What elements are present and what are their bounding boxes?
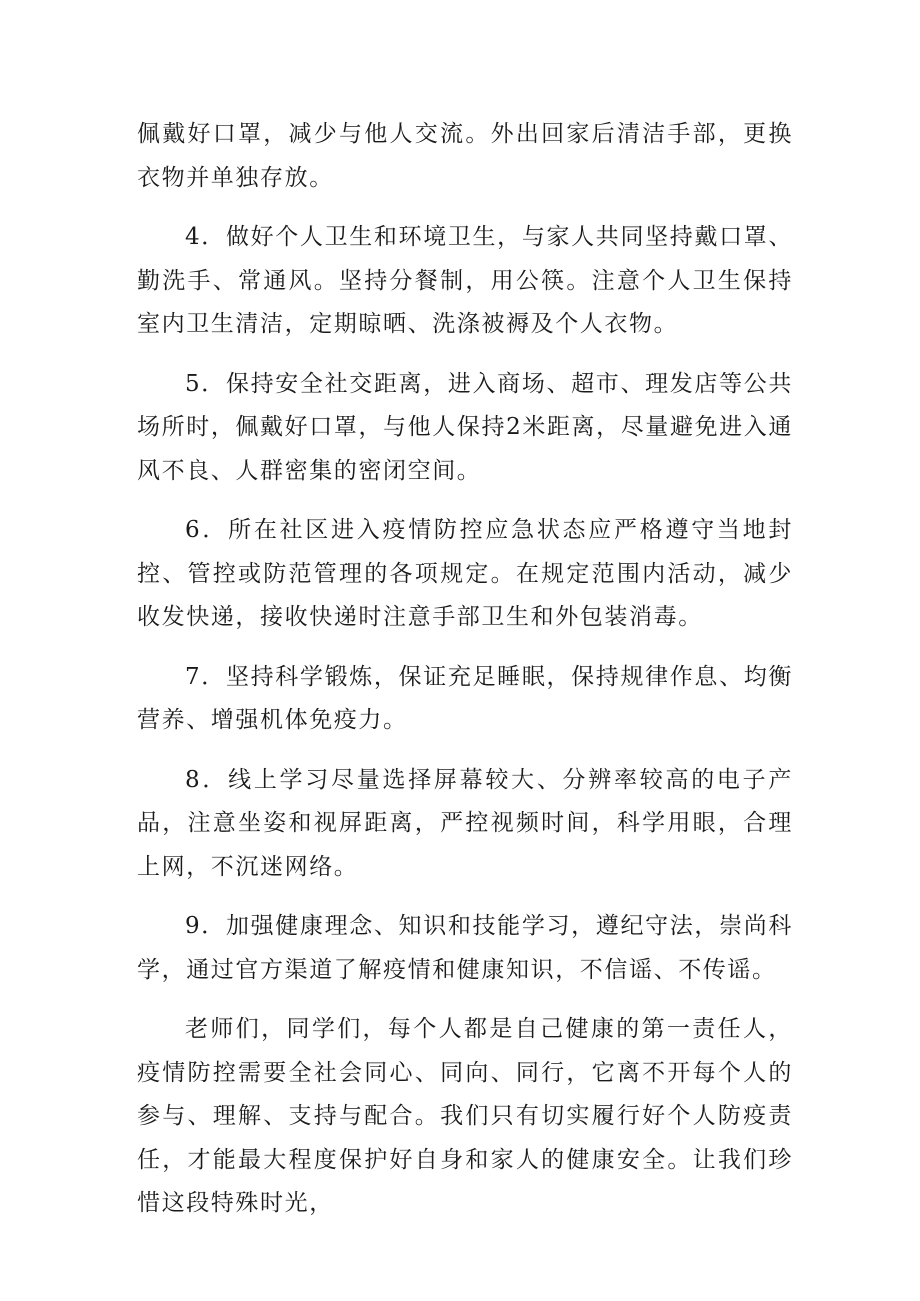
paragraph-continued: 佩戴好口罩，减少与他人交流。外出回家后清洁手部，更换衣物并单独存放。 <box>137 121 793 191</box>
paragraph-item-8: 8．线上学习尽量选择屏幕较大、分辨率较高的电子产品，注意坐姿和视屏距离，严控视频时间，科学用眼，合理上网，不沉迷网络。 <box>137 766 793 880</box>
paragraph-item-6: 6．所在社区进入疫情防控应急状态应严格遵守当地封控、管控或防范管理的各项规定。在规定范围内活动，减少收发快递，接收快递时注意手部卫生和外包装消毒。 <box>137 517 793 630</box>
paragraph-item-5: 5．保持安全社交距离，进入商场、超市、理发店等公共场所时，佩戴好口罩，与他人保持2米距离，尽量避免进入通风不良、人群密集的密闭空间。 <box>137 370 793 484</box>
paragraph-item-4: 4．做好个人卫生和环境卫生，与家人共同坚持戴口罩、勤洗手、常通风。坚持分餐制，用公筷。注意个人卫生保持室内卫生清洁，定期晾晒、洗涤被褥及个人衣物。 <box>137 224 793 337</box>
paragraph-closing: 老师们，同学们，每个人都是自己健康的第一责任人，疫情防控需要全社会同心、同向、同行，它离不开每个人的参与、理解、支持与配合。我们只有切实履行好个人防疫责任，才能最大程度保护好自身和家人的健康安全。让我们珍惜这段特殊时光， <box>137 1016 793 1216</box>
paragraph-item-9: 9．加强健康理念、知识和技能学习，遵纪守法，崇尚科学，通过官方渠道了解疫情和健康知识，不信谣、不传谣。 <box>137 913 793 983</box>
paragraph-item-7: 7．坚持科学锻炼，保证充足睡眠，保持规律作息、均衡营养、增强机体免疫力。 <box>137 663 793 733</box>
document-body <box>137 113 793 1242</box>
